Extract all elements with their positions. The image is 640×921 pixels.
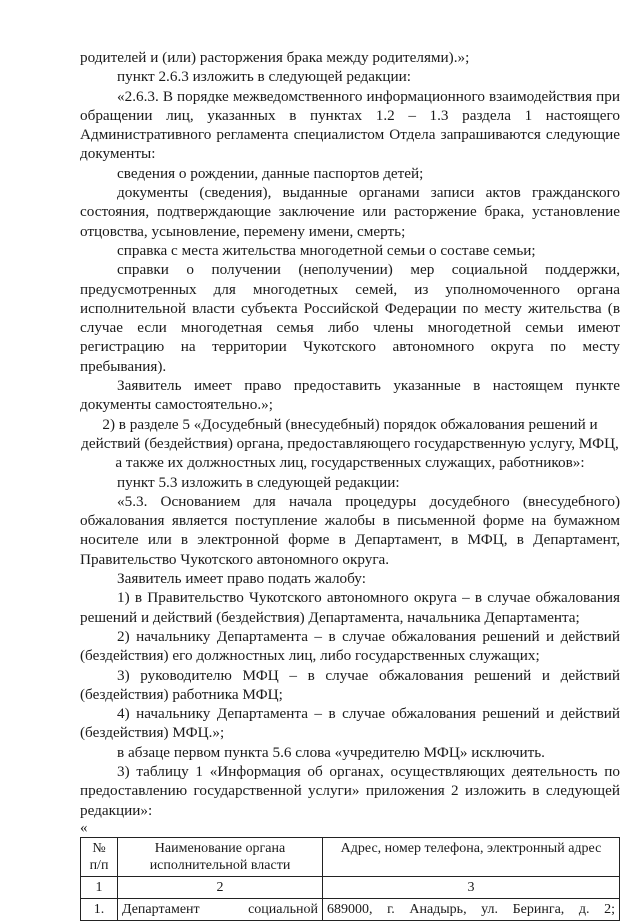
document-paragraph: пункт 5.3 изложить в следующей редакции: bbox=[117, 473, 400, 491]
document-body bbox=[80, 48, 620, 820]
document-paragraph: 1) в Правительство Чукотского автономного округа – в случае обжалования решений и действий (бездействия) Департамента, начальника Департамента; bbox=[80, 589, 620, 626]
header-contacts: Адрес, номер телефона, электронный адрес bbox=[323, 837, 620, 876]
document-paragraph: 4) начальнику Департамента – в случае обжалования решений и действий (бездействия) МФЦ.»; bbox=[80, 705, 620, 742]
document-paragraph: «5.3. Основанием для начала процедуры досудебного (внесудебного) обжалования является поступление жалобы в письменной форме на бумажном носителе или в электронной форме в Департамент, в МФЦ, в Департамент, Правительство Чукотского автономного округа. bbox=[80, 492, 620, 568]
document-paragraph: родителей и (или) расторжения брака между родителями).»; bbox=[80, 49, 470, 66]
table-header-row bbox=[81, 837, 620, 876]
document-paragraph: справки о получении (неполучении) мер социальной поддержки, предусмотренных для многодетных семей, из уполномоченного органа исполнительной власти субъекта Российской Федерации по месту жительства (в случае если многодетная семья либо члены многодетной семьи имеют регистрацию на территории Чукотского автономного округа по месту пребывания). bbox=[80, 261, 620, 375]
header-agency-name: Наименование органа исполнительной власти bbox=[118, 837, 323, 876]
document-paragraph: «2.6.3. В порядке межведомственного информационного взаимодействия при обращении лиц, указанных в пунктах 1.2 – 1.3 раздела 1 настоящего Административного регламента специалистом Отдела запрашиваются следующие документы: bbox=[80, 87, 620, 163]
document-paragraph: Заявитель имеет право предоставить указанные в настоящем пункте документы самостоятельно.»; bbox=[80, 377, 620, 414]
document-paragraph: сведения о рождении, данные паспортов детей; bbox=[117, 164, 424, 182]
row-address: 689000, г. Анадырь, ул. Беринга, д. 2; bbox=[323, 898, 620, 920]
column-number-1: 1 bbox=[81, 876, 118, 898]
header-number: № п/п bbox=[81, 837, 118, 876]
document-paragraph: справка с места жительства многодетной семьи о составе семьи; bbox=[117, 241, 536, 259]
column-number-3: 3 bbox=[323, 876, 620, 898]
document-paragraph: Заявитель имеет право подать жалобу: bbox=[117, 570, 366, 588]
row-number: 1. bbox=[81, 898, 118, 920]
document-paragraph: 2) в разделе 5 «Досудебный (внесудебный) порядок обжалования решений и действий (бездействия) органа, предоставляющего государственную услугу, МФЦ, а также их должностных лиц, государственных служащих, работников»: bbox=[81, 415, 619, 472]
document-paragraph: 3) руководителю МФЦ – в случае обжалования решений и действий (бездействия) работника МФЦ; bbox=[80, 666, 620, 703]
document-paragraph: 2) начальнику Департамента – в случае обжалования решений и действий (бездействия) его должностных лиц, либо государственных служащих; bbox=[80, 627, 620, 665]
table-column-numbers-row bbox=[81, 876, 620, 898]
column-number-2: 2 bbox=[118, 876, 323, 898]
row-agency-name: Департамент социальной bbox=[118, 898, 323, 920]
agencies-info-table bbox=[80, 837, 620, 921]
document-paragraph: в абзаце первом пункта 5.6 слова «учредителю МФЦ» исключить. bbox=[117, 743, 545, 761]
document-paragraph: документы (сведения), выданные органами записи актов гражданского состояния, подтверждающие заключение или расторжение брака, установление отцовства, усыновление, перемену имени, смерть; bbox=[80, 184, 620, 240]
table-row bbox=[81, 898, 620, 920]
document-paragraph: 3) таблицу 1 «Информация об органах, осуществляющих деятельность по предоставлению государственной услуги» приложения 2 изложить в следующей редакции»: bbox=[80, 762, 620, 819]
document-paragraph: пункт 2.6.3 изложить в следующей редакции: bbox=[117, 68, 411, 86]
opening-quote-mark: « bbox=[80, 819, 88, 836]
